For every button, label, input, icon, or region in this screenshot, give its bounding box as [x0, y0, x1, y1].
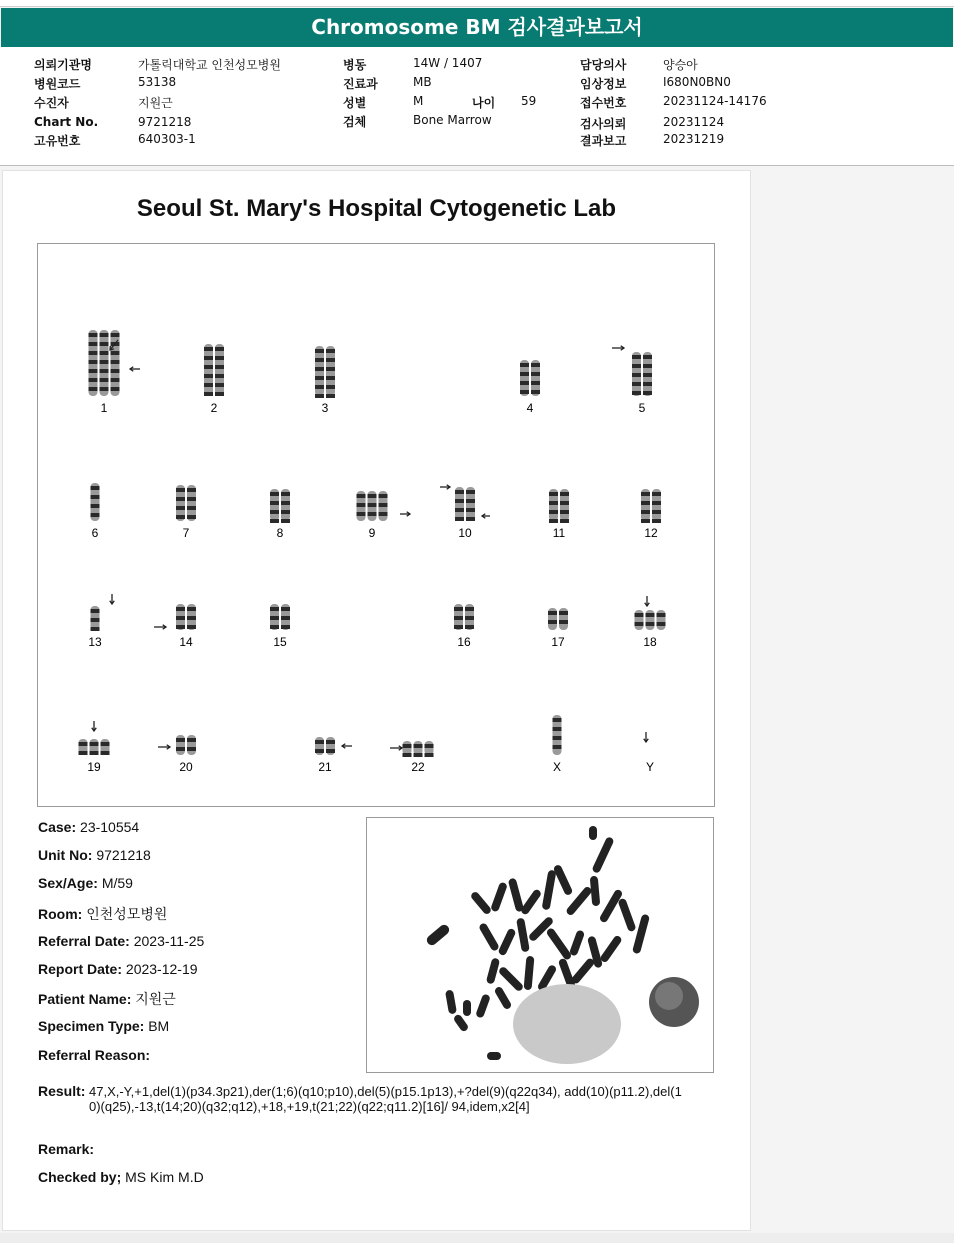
chromosome-band [559, 611, 568, 615]
chromosome-band [100, 369, 109, 373]
chromosome-band [641, 510, 650, 514]
result-karyotype: 47,X,-Y,+1,del(1)(p34.3p21),der(1;6)(q10;p10),del(5)(p15.1p13),+?del(9)(q22q34), add(10)(p11.2),del(10)(q25),-13,t(14;20)(q32;q12),+18,+19,t(21;22)(q22;q11.2)[16]/ 94,idem,x2[4] [89, 1084, 682, 1114]
chromosome-band [270, 519, 279, 523]
chromosome-pair-6 [91, 483, 100, 521]
chromosome-label-21: 21 [318, 760, 332, 774]
clinical-info-value: I680N0BN0 [663, 75, 731, 89]
case-label: Case: [38, 819, 77, 835]
chromosome-band [368, 503, 377, 507]
chromosome-band [204, 383, 213, 387]
chromosome-pair-8 [270, 489, 290, 523]
chromosome-band [379, 512, 388, 516]
specimen-label: 검체 [343, 115, 367, 129]
chromosome-label-17: 17 [551, 635, 565, 649]
chromosome-band [635, 622, 644, 626]
chromosome-band [652, 510, 661, 514]
chromosome-band [187, 488, 196, 492]
chromosome-band [403, 753, 412, 757]
chromosome-band [549, 519, 558, 523]
chromosome-band [549, 501, 558, 505]
chromosome-pair-15 [270, 604, 290, 630]
chromosome-band [549, 510, 558, 514]
chromosome-band [425, 753, 434, 757]
chromosome-band [425, 744, 434, 748]
chromosome-pair-13 [91, 606, 100, 631]
chromosome-pair-2 [204, 344, 224, 396]
chromosome-pair-1 [89, 330, 120, 396]
chromosome-band [553, 745, 562, 749]
request-date-value: 20231124 [663, 115, 725, 129]
chromosome-pair-X [553, 715, 562, 755]
ward-label: 병동 [343, 58, 367, 72]
sex-label: 성별 [343, 96, 367, 110]
chromosome-band [531, 381, 540, 385]
chromosome-label-11: 11 [552, 526, 566, 540]
chromosome-band [414, 744, 423, 748]
chromosome-band [641, 501, 650, 505]
chromosome-band [187, 497, 196, 501]
chromosome-band [91, 504, 100, 508]
patient-value: 지원근 [138, 96, 173, 110]
clinical-info-label: 임상정보 [580, 77, 627, 91]
chromosome-pair-4 [520, 360, 540, 396]
chromosome-label-14: 14 [179, 635, 193, 649]
unit-no-label: Unit No: [38, 847, 93, 863]
ward-value: 14W / 1407 [413, 56, 483, 70]
chromosome-band [455, 517, 464, 521]
chromosome-band [270, 510, 279, 514]
chromosome-band [357, 512, 366, 516]
chromosome-label-6: 6 [91, 526, 99, 540]
chromosome-pair-12 [641, 489, 661, 523]
chromosome-band [326, 749, 335, 753]
request-date-label: 검사의뢰 [580, 117, 627, 131]
chromosome-band [176, 616, 185, 620]
chromosome-band [176, 506, 185, 510]
unique-no-value: 640303-1 [138, 132, 196, 146]
chromosome-label-2: 2 [210, 401, 218, 415]
chromosome-band [326, 394, 335, 398]
chromosome-band [204, 356, 213, 360]
age-label: 나이 [472, 96, 496, 110]
chromosome-band [315, 358, 324, 362]
chromosome-pair-10 [455, 487, 475, 521]
chromosome-band [520, 390, 529, 394]
chromosome-band [215, 365, 224, 369]
chromosome-label-15: 15 [273, 635, 287, 649]
report-title: Chromosome BM 검사결과보고서 [1, 8, 953, 47]
chromosome-band [281, 607, 290, 611]
doctor-label: 담당의사 [580, 58, 627, 72]
chromosome-band [315, 385, 324, 389]
chromosome-band [643, 364, 652, 368]
chromosome-band [414, 753, 423, 757]
chromosome-band [176, 625, 185, 629]
karyotype-image [37, 243, 715, 807]
chromosome-band [100, 387, 109, 391]
chromosome-band [466, 517, 475, 521]
chromosome-band [466, 499, 475, 503]
chromosome-band [187, 616, 196, 620]
chromosome-band [270, 492, 279, 496]
chromosome-label-10: 10 [458, 526, 472, 540]
chromosome-band [176, 607, 185, 611]
chromosome-pair-3 [315, 346, 335, 398]
case-value: 23-10554 [80, 819, 140, 835]
chromosome-band [89, 378, 98, 382]
sex-age-label: Sex/Age: [38, 875, 98, 891]
checked-by-value: MS Kim M.D [125, 1169, 204, 1185]
chromosome-band [643, 382, 652, 386]
chromosome-band [643, 391, 652, 395]
chromosome-label-16: 16 [457, 635, 471, 649]
chromosome-band [215, 383, 224, 387]
report-date-label2: Report Date: [38, 961, 123, 977]
chromosome-band [270, 625, 279, 629]
chromosome-pair-20 [176, 735, 196, 755]
chromosome-band [89, 369, 98, 373]
chromosome-band [455, 499, 464, 503]
chromosome-band [89, 342, 98, 346]
chromosome-band [553, 718, 562, 722]
chromosome-band [315, 349, 324, 353]
chromosome-band [176, 497, 185, 501]
patient-info-panel [0, 47, 954, 166]
metaphase-svg [367, 818, 713, 1072]
chromosome-band [281, 501, 290, 505]
chromosome-band [632, 355, 641, 359]
chromosome-band [357, 503, 366, 507]
chromosome-band [100, 378, 109, 382]
chromosome-band [281, 616, 290, 620]
karyotype-svg [38, 244, 714, 806]
age-value: 59 [521, 94, 537, 108]
chromosome-band [187, 515, 196, 519]
chromosome-band [315, 367, 324, 371]
chromosome-band [281, 492, 290, 496]
chromosome-band [204, 347, 213, 351]
specimen-type-value: BM [148, 1018, 170, 1034]
chromosome-pair-19 [79, 739, 110, 755]
sex-age-value: M/59 [101, 875, 133, 891]
chromosome-band [315, 740, 324, 744]
hospital-code-label: 병원코드 [34, 77, 81, 91]
chromosome-band [101, 751, 110, 755]
chromosome-band [270, 501, 279, 505]
chromosome-band [91, 513, 100, 517]
chromosome-band [465, 616, 474, 620]
chromosome-band [111, 351, 120, 355]
chromosome-band [454, 616, 463, 620]
chromosome-band [204, 374, 213, 378]
accession-label: 접수번호 [580, 96, 627, 110]
chromosome-label-20: 20 [179, 760, 193, 774]
chromosome-band [548, 611, 557, 615]
chromosome-band [454, 625, 463, 629]
chromosome-band [657, 613, 666, 617]
chromosome-band [91, 486, 100, 490]
chromosome-band [368, 512, 377, 516]
chromosome-2 [204, 344, 213, 396]
chromosome-band [652, 519, 661, 523]
chromosome-band [281, 625, 290, 629]
chromosome-band [560, 501, 569, 505]
chromosome-band [281, 510, 290, 514]
chromosome-band [315, 376, 324, 380]
top-strip [0, 0, 954, 7]
chromosome-band [326, 376, 335, 380]
chromosome-band [111, 360, 120, 364]
chromosome-band [91, 495, 100, 499]
room-field [38, 904, 167, 924]
department-value: MB [413, 75, 432, 89]
chromosome-pair-5 [632, 352, 652, 396]
chromosome-band [204, 365, 213, 369]
chromosome-band [91, 609, 100, 613]
chromosome-label-Y: Y [645, 760, 655, 774]
chromosome-band [520, 372, 529, 376]
chromosome-band [176, 515, 185, 519]
chromosome-band [560, 519, 569, 523]
chromosome-label-5: 5 [638, 401, 646, 415]
chromosome-band [270, 616, 279, 620]
chromosome-label-22: 22 [411, 760, 425, 774]
referral-reason-label: Referral Reason: [38, 1047, 151, 1063]
chromosome-pair-22 [403, 741, 434, 757]
chromosome-band [548, 620, 557, 624]
chromosome-band [89, 351, 98, 355]
chromosome-band [79, 751, 88, 755]
chromosome-pair-18 [635, 610, 666, 630]
chromosome-pair-7 [176, 485, 196, 521]
cell-debris [513, 984, 621, 1064]
chromosome-band [403, 744, 412, 748]
chromosome-band [281, 519, 290, 523]
chromosome-pair-16 [454, 604, 474, 630]
chromosome-band [531, 363, 540, 367]
chromosome-band [326, 740, 335, 744]
chromosome-band [176, 488, 185, 492]
department-label: 진료과 [343, 77, 378, 91]
sex-age-field [38, 875, 133, 891]
chromosome-band [643, 373, 652, 377]
chromosome-band [559, 620, 568, 624]
chromosome-band [379, 494, 388, 498]
chromosome-band [455, 508, 464, 512]
chromosome-band [91, 618, 100, 622]
chromosome-band [100, 360, 109, 364]
patient-name-value: 지원근 [135, 991, 176, 1007]
chromosome-band [357, 494, 366, 498]
chromosome-band [379, 503, 388, 507]
patient-name-label: Patient Name: [38, 991, 132, 1007]
chromosome-label-9: 9 [368, 526, 376, 540]
chromosome-band [79, 742, 88, 746]
chromosome-2 [215, 344, 224, 396]
interphase-nucleus [649, 977, 699, 1027]
chromosome-label-18: 18 [643, 635, 657, 649]
institution-label: 의뢰기관명 [34, 58, 92, 72]
chromosome-band [465, 607, 474, 611]
chromosome-label-13: 13 [88, 635, 102, 649]
chromosome-pair-11 [549, 489, 569, 523]
chromosome-band [91, 627, 100, 631]
chromosome-band [646, 613, 655, 617]
case-field [38, 819, 139, 835]
chromosome-band [315, 394, 324, 398]
chromosome-band [632, 391, 641, 395]
report-date-label: 결과보고 [580, 134, 627, 148]
chromosome-band [520, 381, 529, 385]
chromosome-band [176, 738, 185, 742]
chromosome-band [531, 372, 540, 376]
chromosome-band [560, 492, 569, 496]
chromosome-band [187, 607, 196, 611]
chromosome-band [89, 360, 98, 364]
chromosome-band [204, 392, 213, 396]
chart-no-value: 9721218 [138, 115, 192, 129]
chromosome-band [215, 356, 224, 360]
chromosome-band [100, 351, 109, 355]
chromosome-band [635, 613, 644, 617]
chromosome-band [270, 607, 279, 611]
chromosome-band [641, 519, 650, 523]
chromosome-band [368, 494, 377, 498]
chromosome-band [215, 374, 224, 378]
chromosome-band [657, 622, 666, 626]
chromosome-band [176, 747, 185, 751]
institution-value: 가톨릭대학교 인천성모병원 [138, 58, 281, 72]
specimen-value: Bone Marrow [413, 113, 492, 127]
chromosome-band [466, 490, 475, 494]
chromosome-band [553, 727, 562, 731]
chromosome-band [89, 387, 98, 391]
metaphase-image [366, 817, 714, 1073]
chromosome-band [652, 501, 661, 505]
chromosome-band [315, 749, 324, 753]
chromosome-label-19: 19 [87, 760, 101, 774]
chromosome-band [90, 751, 99, 755]
specimen-type-field [38, 1018, 169, 1034]
chromosome-band [187, 747, 196, 751]
chromosome-band [531, 390, 540, 394]
chromosome-band [454, 607, 463, 611]
chromosome-band [632, 364, 641, 368]
chromosome-label-8: 8 [276, 526, 284, 540]
chromosome-band [643, 355, 652, 359]
chromosome-band [215, 392, 224, 396]
referral-date-field [38, 933, 204, 949]
referral-reason-field [38, 1047, 150, 1063]
chromosome-band [326, 367, 335, 371]
chromosome-band [111, 333, 120, 337]
chromosome-band [187, 506, 196, 510]
checked-by-field [38, 1169, 204, 1185]
chromosome-pair-21 [315, 737, 335, 755]
chromosome-band [646, 622, 655, 626]
chromosome-band [100, 333, 109, 337]
chromosome-label-4: 4 [526, 401, 534, 415]
chromosome-band [187, 738, 196, 742]
unit-no-value: 9721218 [96, 847, 151, 863]
chromosome-band [111, 369, 120, 373]
chromosome-band [100, 342, 109, 346]
chromosome-band [641, 492, 650, 496]
chromosome-band [90, 742, 99, 746]
chromosome-band [632, 373, 641, 377]
report-date-value2: 2023-12-19 [125, 961, 198, 977]
hospital-code-value: 53138 [138, 75, 177, 89]
chromosome-band [466, 508, 475, 512]
report-date-value: 20231219 [663, 132, 725, 146]
chromosome-band [326, 349, 335, 353]
patient-name-field [38, 989, 176, 1009]
chromosome-label-X: X [552, 760, 562, 774]
chromosome-band [111, 387, 120, 391]
chromosome-label-3: 3 [321, 401, 329, 415]
chromosome-label-7: 7 [182, 526, 190, 540]
chromosome-band [465, 625, 474, 629]
cytogenetic-report [2, 170, 751, 1231]
chromosome-band [560, 510, 569, 514]
chart-no-label: Chart No. [34, 115, 99, 129]
doctor-value: 양승아 [663, 58, 698, 72]
chromosome-band [101, 742, 110, 746]
result-label: Result: [38, 1083, 86, 1099]
chromosome-band [187, 625, 196, 629]
chromosome-label-12: 12 [644, 526, 658, 540]
report-date-field [38, 961, 198, 977]
lab-title: Seoul St. Mary's Hospital Cytogenetic Lab [136, 195, 617, 222]
remark-label: Remark: [38, 1141, 95, 1157]
chromosome-band [520, 363, 529, 367]
chromosome-label-1: 1 [100, 401, 108, 415]
chromosome-band [632, 382, 641, 386]
chromosome-band [111, 378, 120, 382]
chromosome-band [326, 358, 335, 362]
patient-label: 수진자 [34, 96, 69, 110]
chromosome-band [652, 492, 661, 496]
chromosome-band [326, 385, 335, 389]
room-label: Room: [38, 906, 83, 922]
sex-value: M [413, 94, 424, 108]
referral-date-label: Referral Date: [38, 933, 130, 949]
chromosome-band [89, 333, 98, 337]
unique-no-label: 고유번호 [34, 134, 81, 148]
accession-value: 20231124-14176 [663, 94, 767, 108]
referral-date-value: 2023-11-25 [133, 933, 205, 949]
chromosome-band [553, 736, 562, 740]
chromosome-band [549, 492, 558, 496]
unit-no-field [38, 847, 151, 863]
chromosome-pair-9 [357, 491, 388, 521]
chromosome-band [215, 347, 224, 351]
remark-field [38, 1141, 94, 1157]
specimen-type-label: Specimen Type: [38, 1018, 145, 1034]
checked-by-label: Checked by; [38, 1169, 122, 1185]
bottom-strip [0, 1233, 954, 1243]
room-value: 인천성모병원 [86, 906, 168, 922]
chromosome-pair-14 [176, 604, 196, 630]
chromosome-pair-17 [548, 608, 568, 630]
chromosome-band [455, 490, 464, 494]
